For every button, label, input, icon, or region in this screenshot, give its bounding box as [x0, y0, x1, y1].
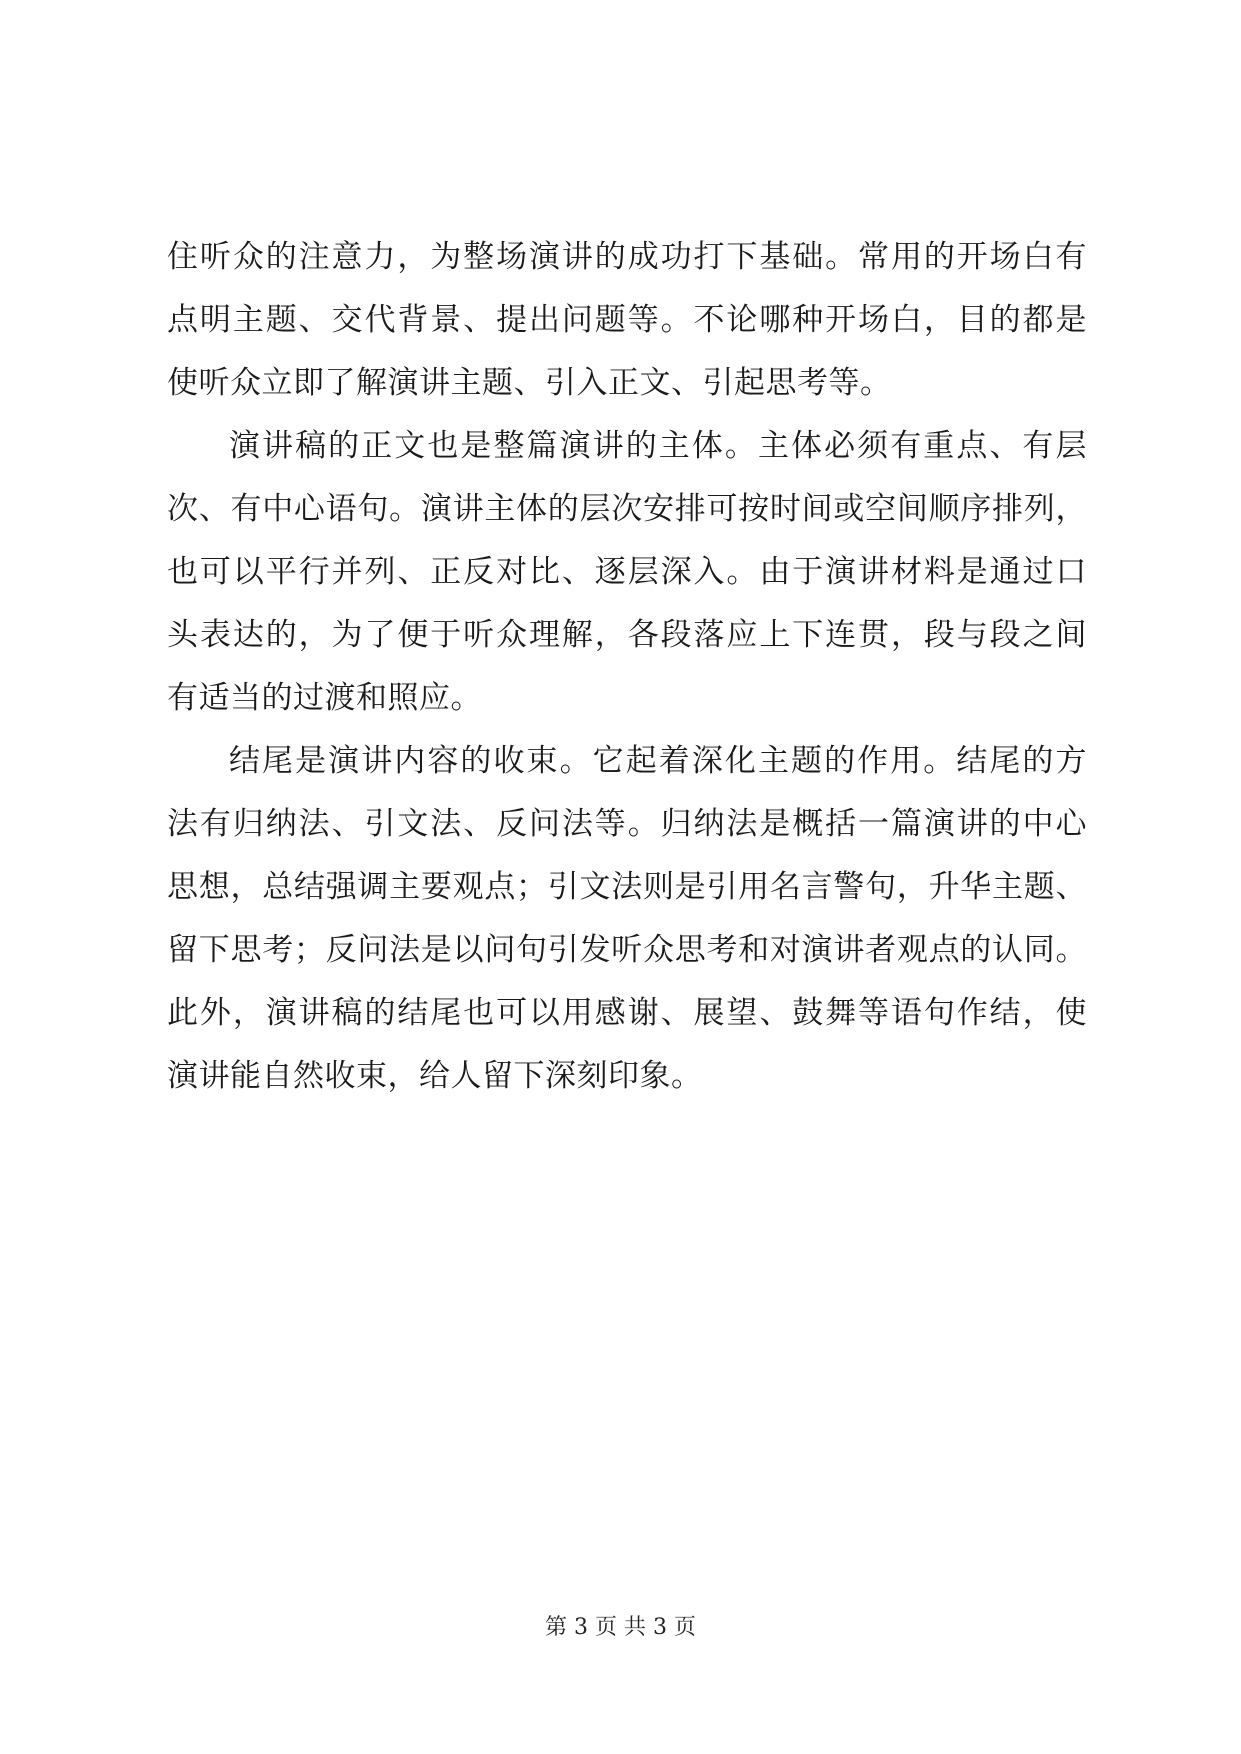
paragraph-line: 演讲稿的正文也是整篇演讲的主体。主体必须有重点、有层 [229, 428, 1087, 464]
paragraph-line: 留下思考；反问法是以问句引发听众思考和对演讲者观点的认同。 [167, 932, 1087, 968]
page-number-label: 第 3 页 共 3 页 [545, 1615, 696, 1640]
document-body [167, 226, 1087, 1108]
paragraph-line: 住听众的注意力，为整场演讲的成功打下基础。常用的开场白有 [167, 239, 1087, 275]
paragraph-line: 思想，总结强调主要观点；引文法则是引用名言警句，升华主题、 [167, 869, 1087, 905]
paragraph-line: 有适当的过渡和照应。 [167, 680, 482, 716]
paragraph-line: 也可以平行并列、正反对比、逐层深入。由于演讲材料是通过口 [167, 554, 1087, 590]
paragraph-line: 使听众立即了解演讲主题、引入正文、引起思考等。 [167, 365, 892, 401]
paragraph-line: 头表达的，为了便于听众理解，各段落应上下连贯，段与段之间 [167, 617, 1087, 653]
page-footer [0, 1610, 1241, 1641]
paragraph-line: 次、有中心语句。演讲主体的层次安排可按时间或空间顺序排列， [167, 491, 1087, 527]
paragraph-line: 结尾是演讲内容的收束。它起着深化主题的作用。结尾的方 [229, 743, 1087, 779]
paragraph-line: 此外，演讲稿的结尾也可以用感谢、展望、鼓舞等语句作结，使 [167, 995, 1087, 1031]
paragraph-line: 法有归纳法、引文法、反问法等。归纳法是概括一篇演讲的中心 [167, 806, 1087, 842]
paragraph-line: 点明主题、交代背景、提出问题等。不论哪种开场白，目的都是 [167, 302, 1087, 338]
paragraph-line: 演讲能自然收束，给人留下深刻印象。 [167, 1058, 703, 1094]
